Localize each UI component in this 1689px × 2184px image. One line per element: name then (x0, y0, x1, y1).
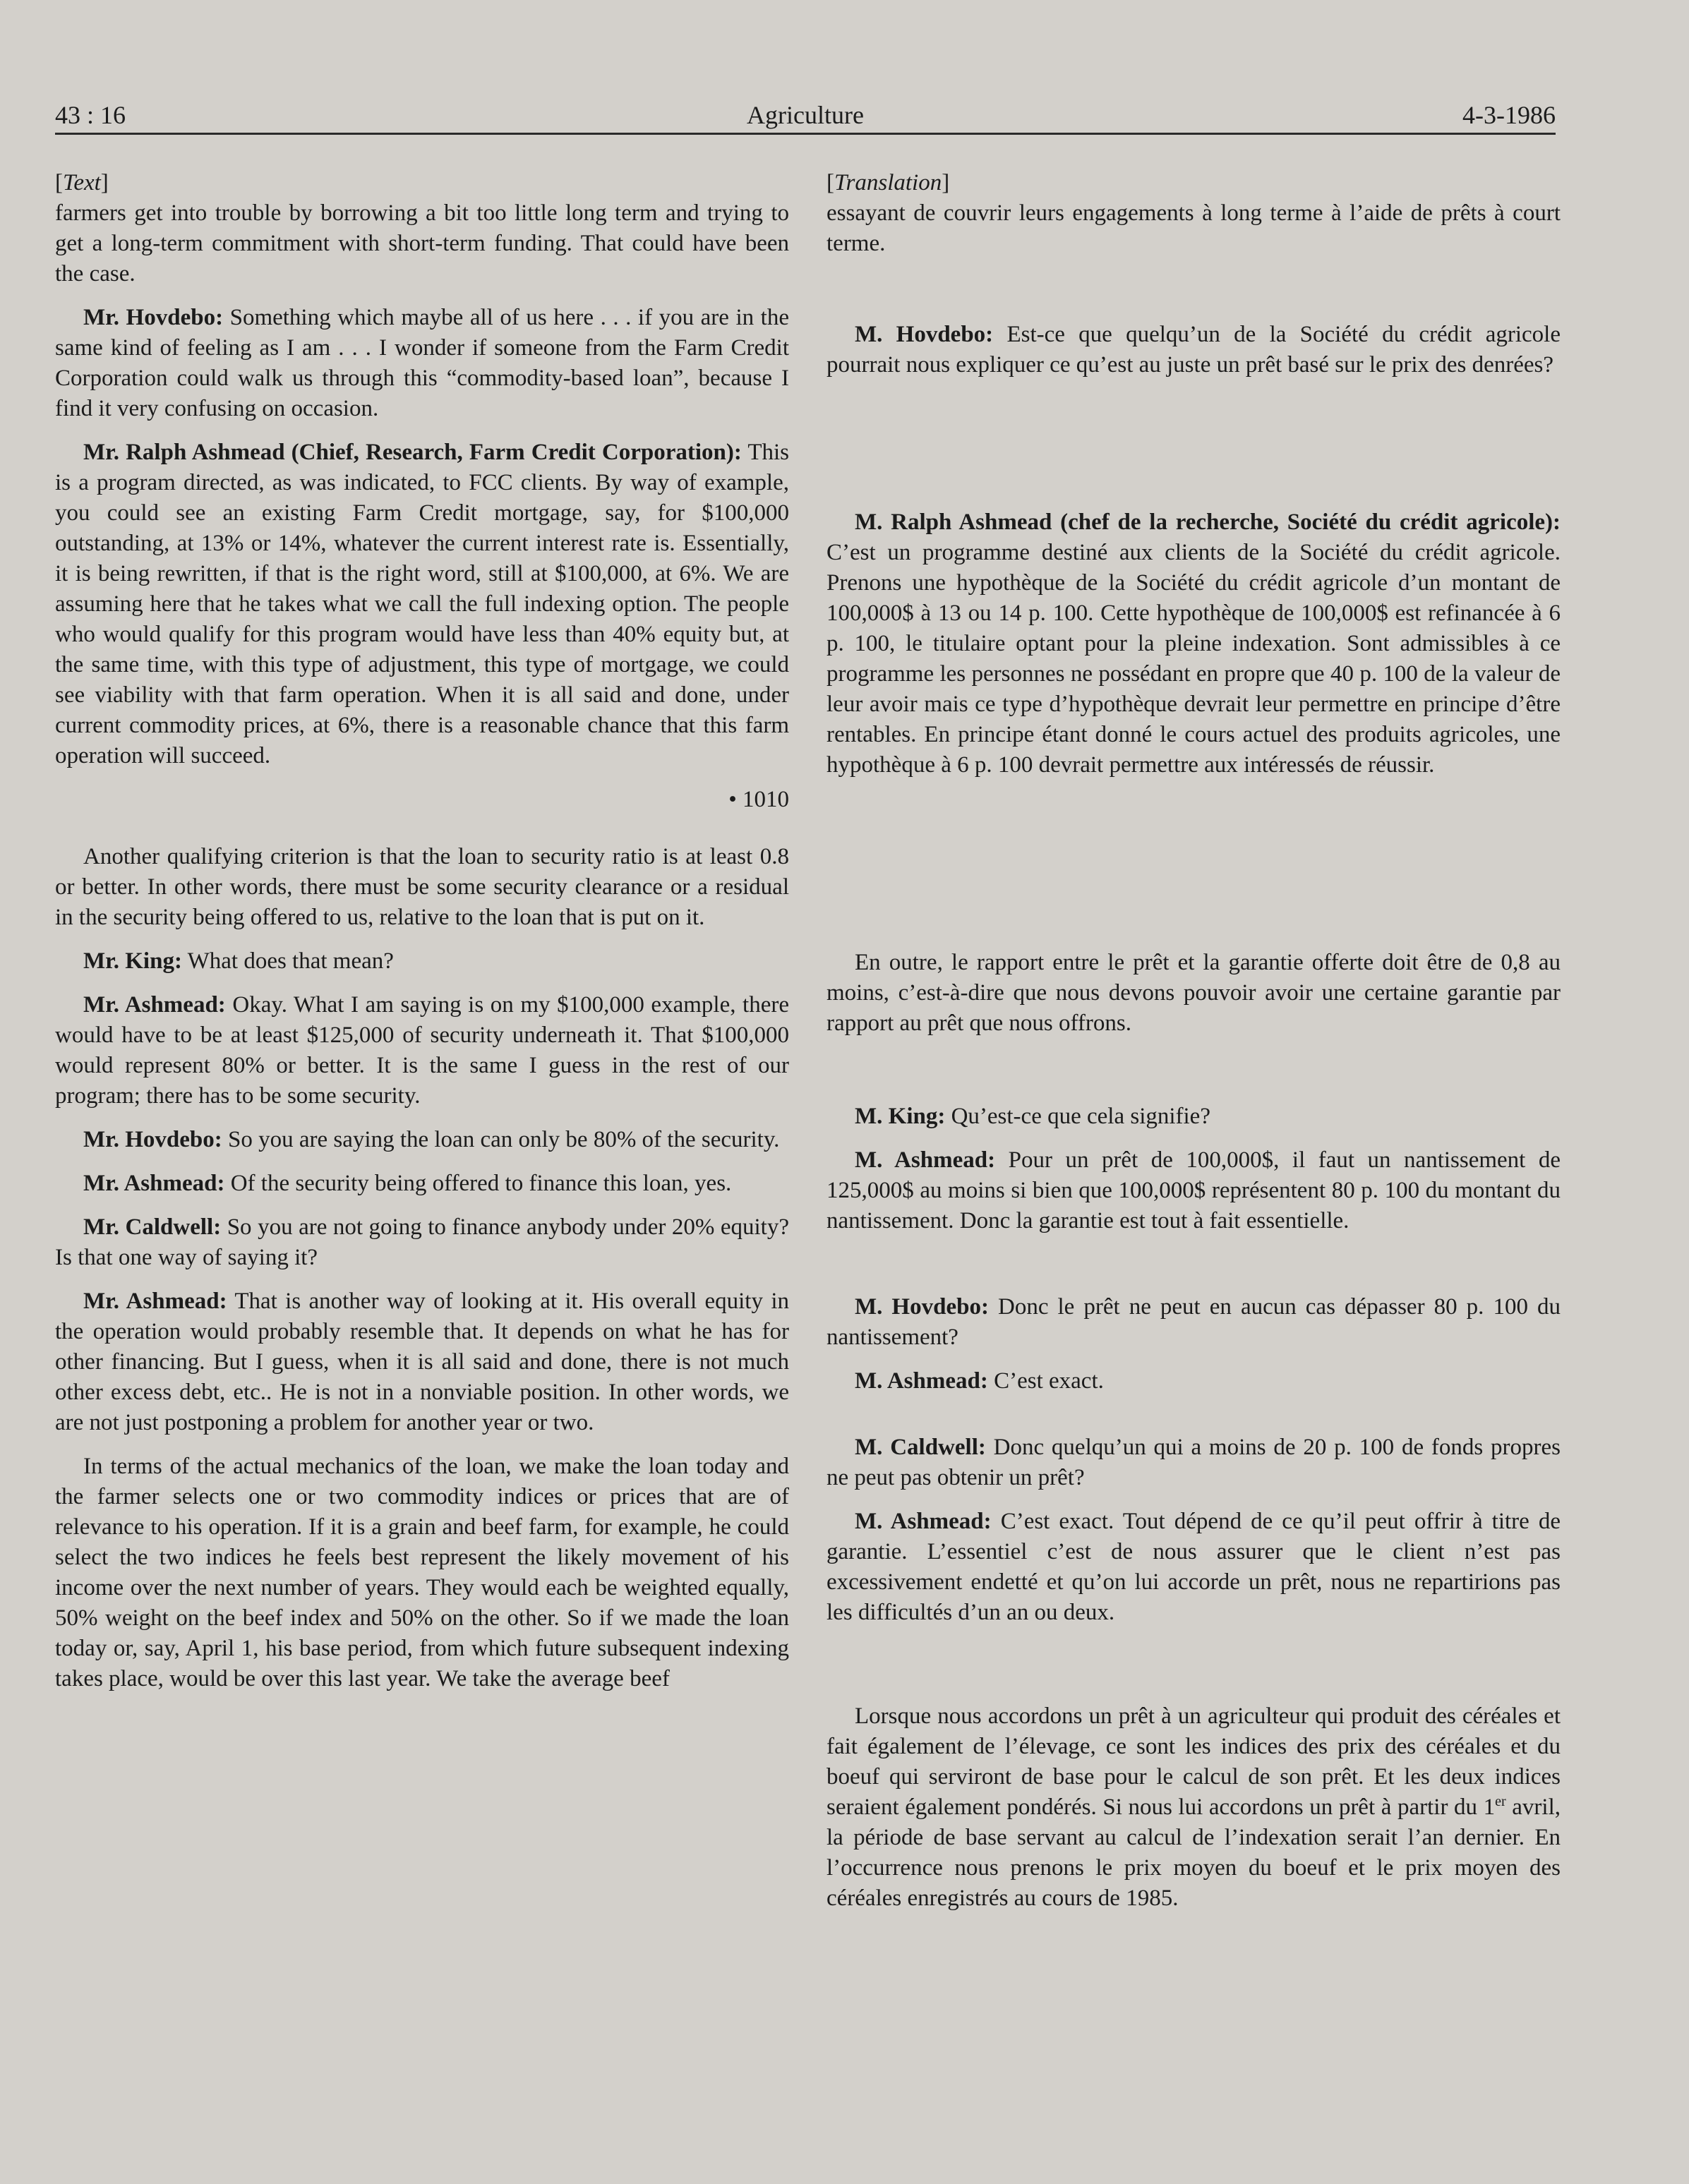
paragraph: Mr. Ashmead: Okay. What I am saying is on my $100,000 example, there would have to be at least $125,000 of security underneath it. That $100,000 would represent 80% or better. It is the same I guess in the rest of our program; there has to be some security. (55, 992, 789, 1109)
speaker-name: Mr. Caldwell: (83, 1214, 222, 1240)
spacer (827, 272, 1561, 320)
time-marker: • 1010 (728, 787, 789, 812)
speaker-name: Mr. King: (83, 948, 182, 974)
page-date: 4-3-1986 (1462, 101, 1556, 129)
paragraph: M. Ralph Ashmead (chef de la recherche, Société du crédit agricole): C’est un programme destiné aux clients de la Société du crédit agricole. Prenons une hypothèque de la Société du crédit agricole d’un montant de 100,000$ à 13 ou 14 p. 100. Cette hypothèque de 100,000$ est refinancée à 6 p. 100, le titulaire optant pour la pleine indexation. Sont admissibles à ce programme les personnes ne possédant en propre que 40 p. 100 de la valeur de leur avoir mais ce type d’hypothèque devrait leur permettre en principe d’être rentables. En principe étant donné le cours actuel des produits agricoles, une hypothèque à 6 p. 100 devrait permettre aux intéressés de réussir. (827, 509, 1561, 778)
spacer (827, 1410, 1561, 1432)
paragraph: M. Caldwell: Donc quelqu’un qui a moins de 20 p. 100 de fonds propres ne peut pas obtenir un prêt? (827, 1435, 1561, 1490)
spacer (827, 394, 1561, 507)
paragraph: Mr. Ralph Ashmead (Chief, Research, Farm Credit Corporation): This is a program directed, as was indicated, to FCC clients. By way of example, you could see an existing Farm Credit mortgage, say, for $100,000 outstanding, at 13% or 14%, whatever the current interest rate is. Essentially, it is being rewritten, if that is the right word, still at $100,000, at 6%. We are assuming here that he takes what we call the full indexing option. The people who would qualify for this program would have less than 40% equity but, at the same time, with this type of adjustment, this type of mortgage, we could see viability with that farm operation. When it is all said and done, under current commodity prices, at 6%, there is a reasonable chance that this farm operation will succeed. (55, 440, 790, 768)
column-label-translation: [Translation] (827, 170, 950, 195)
page-header (55, 97, 1556, 135)
speaker-name: M. Ralph Ashmead (chef de la recherche, Société du crédit agricole): (855, 509, 1561, 535)
spacer (827, 1052, 1561, 1102)
speaker-name: M. Ashmead: (855, 1368, 988, 1394)
paragraph: Another qualifying criterion is that the loan to security ratio is at least 0.8 or better. In other words, there must be some security clearance or a residual in the security being offered to us, relative to the loan that is put on it. (55, 844, 789, 930)
paragraph: Mr. Hovdebo: So you are saying the loan can only be 80% of the security. (83, 1127, 780, 1152)
paragraph: M. Ashmead: C’est exact. Tout dépend de ce qu’il peut offrir à titre de garantie. L’essentiel c’est de nous assurer que le client n’est pas excessivement endetté et qu’on lui accorde un prêt, nous ne repartirions pas les difficultés d’un an ou deux. (827, 1509, 1561, 1625)
english-column (55, 168, 789, 1708)
speaker-name: M. Ashmead: (855, 1509, 992, 1534)
spacer (827, 794, 1561, 948)
paragraph: In terms of the actual mechanics of the loan, we make the loan today and the farmer selects one or two commodity indices or prices that are of relevance to his operation. If it is a grain and beef farm, for example, he could select the two indices he feels best represent the likely movement of his income over the next number of years. They would each be weighted equally, 50% weight on the beef index and 50% on the other. So if we made the loan today or, say, April 1, his base period, from which future subsequent indexing takes place, would be over this last year. We take the average beef (55, 1454, 789, 1691)
speaker-name: Mr. Hovdebo: (83, 1127, 222, 1152)
speaker-name: M. Hovdebo: (855, 1294, 989, 1320)
paragraph: farmers get into trouble by borrowing a bit too little long term and trying to get a long-term commitment with short-term funding. That could have been the case. (55, 200, 789, 286)
column-label-text: [Text] (55, 170, 109, 195)
speaker-name: Mr. Hovdebo: (83, 305, 224, 330)
speaker-name: M. Hovdebo: (855, 322, 994, 347)
paragraph: M. King: Qu’est-ce que cela signifie? (855, 1104, 1210, 1129)
spacer (827, 1641, 1561, 1701)
paragraph: Mr. Caldwell: So you are not going to finance anybody under 20% equity? Is that one way of saying it? (55, 1214, 789, 1270)
paragraph: Lorsque nous accordons un prêt à un agriculteur qui produit des céréales et fait également de l’élevage, ce sont les indices des prix des céréales et du boeuf qui serviront de base pour le calcul de son prêt. Et les deux indices seraient également pondérés. Si nous lui accordons un prêt à partir du 1er avril, la période de base servant au calcul de l’indexation serait l’an dernier. En l’occurrence nous prenons le prix moyen du boeuf et le prix moyen des céréales enregistrés au cours de 1985. (827, 1703, 1561, 1911)
page-number: 43 : 16 (55, 101, 126, 129)
speaker-name: Mr. Ashmead: (83, 1289, 227, 1314)
paragraph: M. Ashmead: Pour un prêt de 100,000$, il faut un nantissement de 125,000$ au moins si bien que 100,000$ représentent 80 p. 100 du montant du nantissement. Donc la garantie est tout à fait essentielle. (827, 1147, 1561, 1233)
spacer (827, 1250, 1561, 1292)
french-column (827, 168, 1561, 1927)
speaker-name: Mr. Ralph Ashmead (Chief, Research, Farm Credit Corporation): (83, 440, 742, 465)
paragraph: Mr. Hovdebo: Something which maybe all of us here . . . if you are in the same kind of feeling as I am . . . I wonder if someone from the Farm Credit Corporation could walk us through this “commodity-based loan”, because I find it very confusing on occasion. (55, 305, 789, 421)
paragraph: M. Hovdebo: Donc le prêt ne peut en aucun cas dépasser 80 p. 100 du nantissement? (827, 1294, 1561, 1350)
speaker-name: M. Ashmead: (855, 1147, 996, 1173)
paragraph: M. Ashmead: C’est exact. (855, 1368, 1104, 1394)
paragraph: En outre, le rapport entre le prêt et la garantie offerte doit être de 0,8 au moins, c’est-à-dire que nous devons pouvoir avoir une certaine garantie par rapport au prêt que nous offrons. (827, 950, 1561, 1036)
speaker-name: M. Caldwell: (855, 1435, 986, 1460)
paragraph: essayant de couvrir leurs engagements à long terme à l’aide de prêts à court terme. (827, 200, 1561, 256)
running-title: Agriculture (747, 101, 864, 129)
paragraph: Mr. King: What does that mean? (83, 948, 394, 974)
speaker-name: M. King: (855, 1104, 946, 1129)
speaker-name: Mr. Ashmead: (83, 992, 226, 1018)
paragraph: M. Hovdebo: Est-ce que quelqu’un de la Société du crédit agricole pourrait nous expliquer ce qu’est au juste un prêt basé sur le prix des denrées? (827, 322, 1561, 378)
paragraph: Mr. Ashmead: That is another way of looking at it. His overall equity in the operation would probably resemble that. It depends on what he has for other financing. But I guess, when it is all said and done, there is not much other excess debt, etc.. He is not in a nonviable position. In other words, we are not just postponing a problem for another year or two. (55, 1289, 789, 1435)
speaker-name: Mr. Ashmead: (83, 1171, 225, 1196)
paragraph: Mr. Ashmead: Of the security being offered to finance this loan, yes. (83, 1171, 732, 1196)
